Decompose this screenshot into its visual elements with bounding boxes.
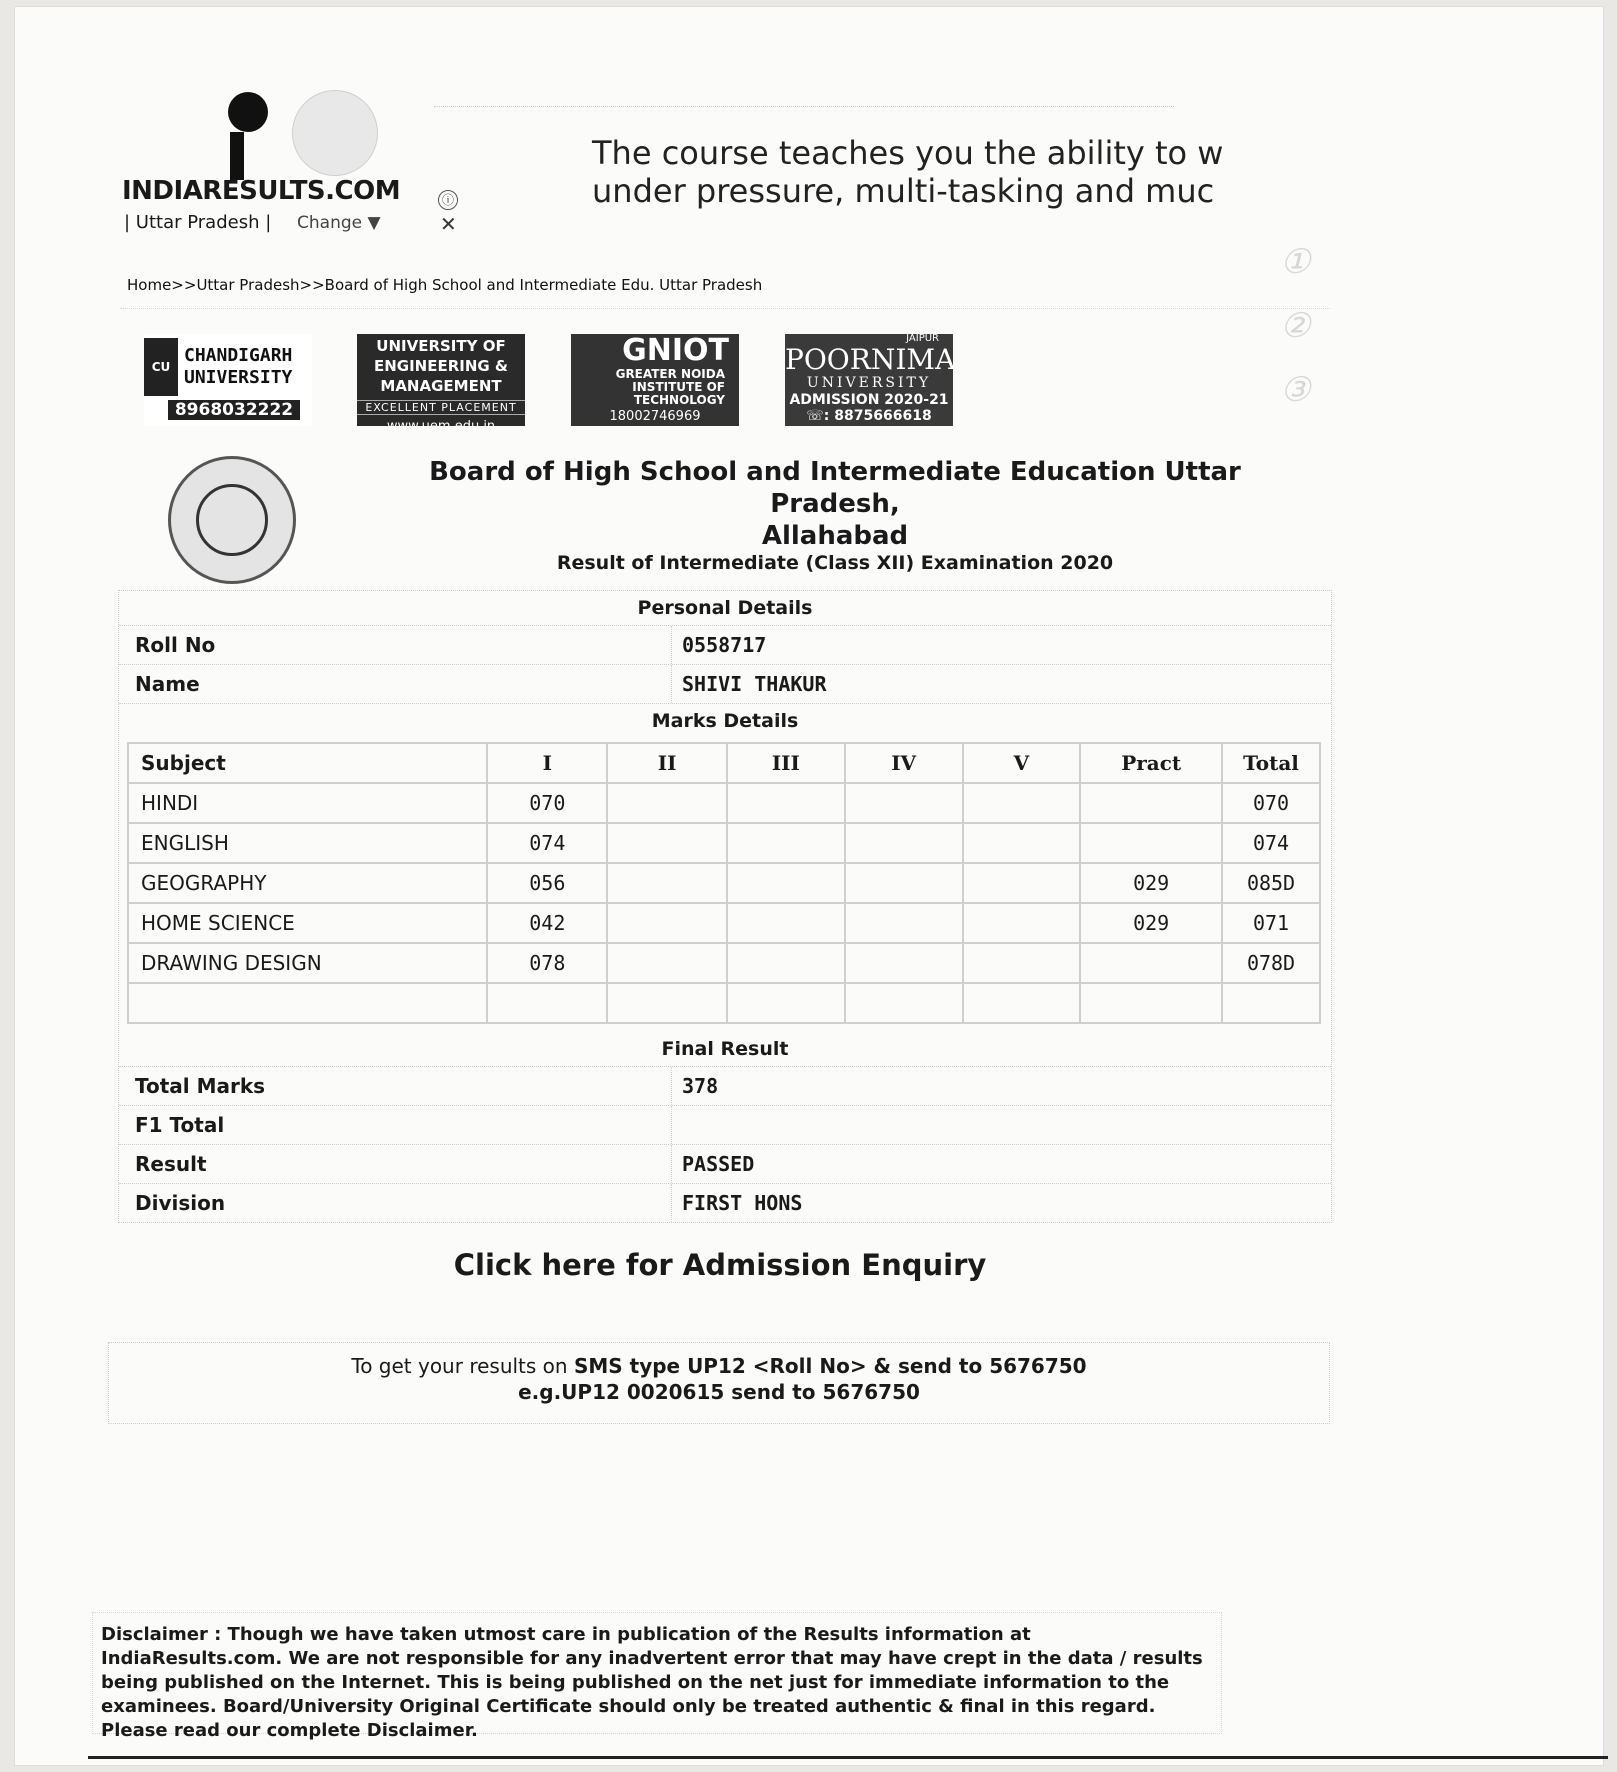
logo-bar-icon — [230, 132, 244, 180]
breadcrumb-separator: >> — [171, 276, 197, 294]
marks-cell — [607, 903, 727, 943]
handwritten-notes: ① ② ③ — [1280, 242, 1376, 410]
marks-cell — [607, 863, 727, 903]
banner-line1: UNIVERSITY OF — [376, 337, 506, 355]
marks-cell: 078 — [487, 943, 607, 983]
board-title-line1: Board of High School and Intermediate Education Uttar Pradesh, — [429, 457, 1241, 519]
marks-cell — [727, 823, 845, 863]
subject-cell: DRAWING DESIGN — [128, 943, 487, 983]
banner-line2: INSTITUTE OF — [632, 380, 725, 394]
total-cell: 078D — [1222, 943, 1320, 983]
roll-row — [119, 625, 1331, 664]
ad-text[interactable] — [592, 134, 1224, 214]
col-total: Total — [1222, 743, 1320, 783]
col-paper-5: V — [963, 743, 1081, 783]
banner-phone: 18002746969 — [609, 409, 701, 424]
practical-cell: 029 — [1080, 863, 1222, 903]
name-row — [119, 664, 1331, 703]
subject-cell: GEOGRAPHY — [128, 863, 487, 903]
gniot-banner[interactable] — [571, 334, 739, 426]
ad-text-line2: under pressure, multi-tasking and muc — [592, 172, 1215, 210]
state-selector — [124, 212, 381, 233]
breadcrumb — [127, 276, 762, 294]
f1-total-label: F1 Total — [135, 1113, 225, 1137]
banner-city: JAIPUR — [906, 333, 939, 344]
marks-cell — [487, 983, 607, 1023]
marks-cell — [607, 983, 727, 1023]
marks-cell — [845, 943, 963, 983]
division-value: FIRST HONS — [671, 1184, 1331, 1222]
f1-total-value — [671, 1106, 1331, 1144]
total-marks-row — [119, 1066, 1331, 1105]
subject-cell: ENGLISH — [128, 823, 487, 863]
f1-total-row — [119, 1105, 1331, 1144]
name-label: Name — [135, 672, 200, 696]
marks-cell: 042 — [487, 903, 607, 943]
marks-table — [127, 742, 1321, 1024]
division-row — [119, 1183, 1331, 1222]
banner-name: GNIOT — [622, 333, 729, 368]
marks-cell — [963, 863, 1081, 903]
breadcrumb-state[interactable]: Uttar Pradesh — [196, 276, 300, 294]
subject-cell: HINDI — [128, 783, 487, 823]
marks-cell — [845, 823, 963, 863]
total-cell: 074 — [1222, 823, 1320, 863]
banner-admission: ADMISSION 2020-21 — [789, 392, 949, 408]
poornima-banner[interactable] — [785, 333, 956, 426]
practical-cell — [1080, 823, 1222, 863]
bottom-rule — [88, 1756, 1608, 1759]
sms-line1 — [109, 1353, 1329, 1379]
marks-cell — [963, 823, 1081, 863]
logo-icon — [228, 92, 268, 132]
practical-cell — [1080, 783, 1222, 823]
marks-cell — [727, 943, 845, 983]
banner-line3: MANAGEMENT — [380, 377, 502, 395]
cu-shield-icon: CU — [144, 338, 178, 396]
sms-line1-prefix: To get your results on — [351, 1354, 574, 1378]
divider — [120, 308, 1330, 309]
total-cell: 085D — [1222, 863, 1320, 903]
exam-title: Result of Intermediate (Class XII) Examination 2020 — [556, 552, 1114, 574]
roll-label: Roll No — [135, 633, 216, 657]
division-label: Division — [135, 1191, 226, 1215]
banner-line1: GREATER NOIDA — [615, 367, 725, 381]
table-row — [128, 903, 1320, 943]
marks-cell — [963, 983, 1081, 1023]
col-paper-2: II — [607, 743, 727, 783]
marks-cell — [845, 783, 963, 823]
marks-details-heading: Marks Details — [119, 703, 1331, 738]
subject-cell: HOME SCIENCE — [128, 903, 487, 943]
marks-cell — [845, 983, 963, 1023]
subject-cell — [128, 983, 487, 1023]
marks-cell — [727, 863, 845, 903]
state-name: | Uttar Pradesh | — [124, 212, 272, 233]
seal-emblem-icon — [196, 484, 268, 556]
marks-cell: 074 — [487, 823, 607, 863]
practical-cell — [1080, 943, 1222, 983]
breadcrumb-home[interactable]: Home — [127, 276, 172, 294]
marks-cell — [963, 943, 1081, 983]
col-subject: Subject — [128, 743, 487, 783]
chandigarh-university-banner[interactable] — [144, 334, 312, 426]
marks-cell — [963, 903, 1081, 943]
col-paper-1: I — [487, 743, 607, 783]
marks-cell — [727, 983, 845, 1023]
banner-name-line1: CHANDIGARH — [184, 345, 293, 366]
breadcrumb-board: Board of High School and Intermediate Edu. Uttar Pradesh — [324, 276, 763, 294]
banner-phone: ☏: 8875666618 — [806, 408, 932, 424]
banner-name-line2: UNIVERSITY — [184, 367, 293, 388]
practical-cell — [1080, 983, 1222, 1023]
close-icon[interactable]: ✕ — [440, 212, 457, 236]
banner-tagline: EXCELLENT PLACEMENT — [357, 400, 525, 415]
banner-url: www.uem.edu.in — [386, 419, 496, 434]
total-cell: 070 — [1222, 783, 1320, 823]
marks-cell: 070 — [487, 783, 607, 823]
final-result-heading: Final Result — [661, 1038, 789, 1060]
up-map-icon — [292, 90, 378, 176]
banner-line2: ENGINEERING & — [373, 357, 509, 375]
site-name[interactable]: INDIARESULTS.COM — [122, 176, 401, 206]
ad-text-line1: The course teaches you the ability to w — [592, 134, 1224, 172]
banner-sub: UNIVERSITY — [806, 375, 932, 391]
personal-details-heading: Personal Details — [637, 597, 813, 619]
board-title — [370, 456, 1300, 552]
admission-enquiry-link[interactable]: Click here for Admission Enquiry — [453, 1248, 987, 1282]
total-marks-value: 378 — [671, 1067, 1331, 1105]
marks-cell — [845, 863, 963, 903]
marks-cell — [727, 783, 845, 823]
roll-value: 0558717 — [671, 626, 1331, 664]
board-title-line2: Allahabad — [761, 521, 909, 551]
table-row — [128, 823, 1320, 863]
total-cell: 071 — [1222, 903, 1320, 943]
marks-cell: 056 — [487, 863, 607, 903]
change-state-link[interactable]: Change ▼ — [297, 213, 381, 233]
table-row — [128, 983, 1320, 1023]
result-table — [118, 590, 1332, 1223]
marks-cell — [963, 783, 1081, 823]
marks-header-row — [128, 743, 1320, 783]
practical-cell: 029 — [1080, 903, 1222, 943]
result-label: Result — [135, 1152, 207, 1176]
result-value: PASSED — [671, 1145, 1331, 1183]
info-icon[interactable]: ⓘ — [438, 190, 458, 210]
total-marks-label: Total Marks — [135, 1074, 266, 1098]
marks-cell — [607, 823, 727, 863]
table-row — [128, 863, 1320, 903]
col-practical: Pract — [1080, 743, 1222, 783]
marks-cell — [607, 783, 727, 823]
sms-info-box — [108, 1342, 1330, 1424]
disclaimer: Disclaimer : Though we have taken utmost care in publication of the Results information at IndiaResults.com. We are not responsible for any inadvertent error that may have crept in the data / results being published on the Internet. This is being published on the net just for immediate information to the examinees. Board/University Original Certificate should only be treated authentic & final in this regard. Please read our complete Disclaimer. — [92, 1612, 1222, 1734]
banner-line3: TECHNOLOGY — [633, 393, 725, 407]
banner-name: POORNIMA — [785, 343, 956, 376]
result-row — [119, 1144, 1331, 1183]
col-paper-3: III — [727, 743, 845, 783]
sms-line2: e.g.UP12 0020615 send to 5676750 — [518, 1380, 920, 1404]
marks-cell — [845, 903, 963, 943]
sms-line1-bold: SMS type UP12 <Roll No> & send to 5676750 — [573, 1354, 1087, 1378]
name-value: SHIVI THAKUR — [671, 665, 1331, 703]
breadcrumb-separator: >> — [299, 276, 325, 294]
total-cell — [1222, 983, 1320, 1023]
marks-cell — [727, 903, 845, 943]
table-row — [128, 783, 1320, 823]
marks-cell — [607, 943, 727, 983]
uem-banner[interactable] — [357, 334, 525, 434]
table-row — [128, 943, 1320, 983]
banner-phone: 8968032222 — [168, 400, 300, 420]
col-paper-4: IV — [845, 743, 963, 783]
